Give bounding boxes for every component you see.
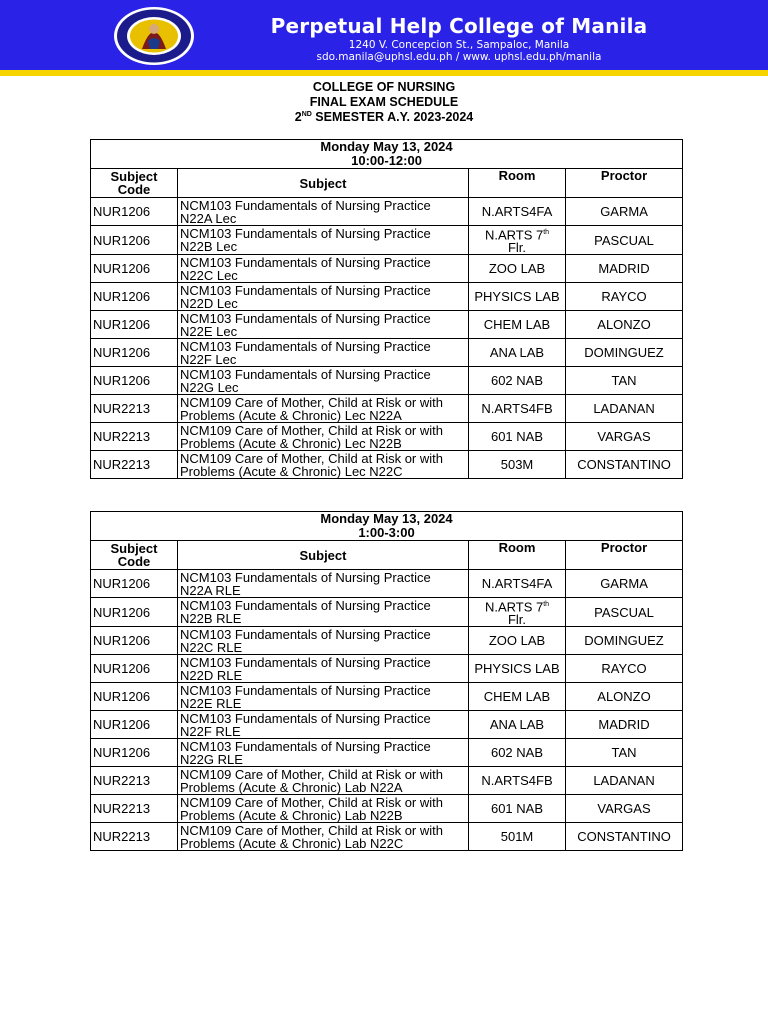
subject-cell: NCM109 Care of Mother, Child at Risk or with Problems (Acute & Chronic) Lec N22B <box>178 423 469 451</box>
room-cell <box>469 198 566 226</box>
day-header-row <box>91 512 683 541</box>
schedule-row <box>91 795 683 823</box>
subject-cell: NCM109 Care of Mother, Child at Risk or with Problems (Acute & Chronic) Lec N22A <box>178 395 469 423</box>
schedule-row <box>91 198 683 226</box>
subject-code-cell: NUR1206 <box>91 570 178 598</box>
room-cell <box>469 711 566 739</box>
room-name: PHYSICS LAB <box>474 289 560 305</box>
college-contact: sdo.manila@uphsl.edu.ph / www. uphsl.edu.ph/manila <box>316 51 602 63</box>
room-name: N.ARTS4FB <box>481 773 553 789</box>
room-name: CHEM LAB <box>483 689 551 705</box>
subject-cell: NCM103 Fundamentals of Nursing Practice N22G RLE <box>178 739 469 767</box>
college-seal-logo <box>112 5 196 67</box>
schedule-row <box>91 683 683 711</box>
room-name: CHEM LAB <box>483 317 551 333</box>
room-name: ANA LAB <box>489 345 545 361</box>
proctor-cell: CONSTANTINO <box>566 823 683 851</box>
subject-code-cell: NUR2213 <box>91 423 178 451</box>
schedule-row <box>91 423 683 451</box>
room-cell <box>469 739 566 767</box>
room-cell <box>469 367 566 395</box>
exam-day-cell <box>91 512 683 541</box>
column-header-row <box>91 541 683 570</box>
room-cell <box>469 655 566 683</box>
room-name: 601 NAB <box>490 801 544 817</box>
college-address: 1240 V. Concepcion St., Sampaloc, Manila <box>348 39 570 51</box>
schedule-row <box>91 711 683 739</box>
subject-cell: NCM103 Fundamentals of Nursing Practice N22B RLE <box>178 598 469 627</box>
schedule-row <box>91 739 683 767</box>
proctor-cell: LADANAN <box>566 767 683 795</box>
schedule-row <box>91 226 683 255</box>
proctor-cell: VARGAS <box>566 423 683 451</box>
column-header-subject: Subject <box>178 541 469 570</box>
room-cell <box>469 283 566 311</box>
room-cell <box>469 255 566 283</box>
room-name: PHYSICS LAB <box>474 661 560 677</box>
room-name: N.ARTS 7 <box>484 227 544 243</box>
room-name: N.ARTS4FA <box>481 576 553 591</box>
room-cell <box>469 451 566 479</box>
room-cell <box>469 395 566 423</box>
column-header-subject: Subject <box>178 169 469 198</box>
proctor-cell: VARGAS <box>566 795 683 823</box>
room-name: N.ARTS 7 <box>484 599 544 615</box>
subject-code-cell: NUR1206 <box>91 339 178 367</box>
subject-cell: NCM109 Care of Mother, Child at Risk or with Problems (Acute & Chronic) Lec N22C <box>178 451 469 479</box>
exam-time: 1:00-3:00 <box>358 525 415 540</box>
proctor-cell: DOMINGUEZ <box>566 627 683 655</box>
proctor-cell: PASCUAL <box>566 226 683 255</box>
schedule-row <box>91 598 683 627</box>
schedule-row <box>91 395 683 423</box>
room-name: 602 NAB <box>490 745 544 761</box>
room-cell <box>469 423 566 451</box>
subject-code-cell: NUR1206 <box>91 711 178 739</box>
proctor-cell: TAN <box>566 367 683 395</box>
subject-cell: NCM103 Fundamentals of Nursing Practice N22A Lec <box>178 198 469 226</box>
proctor-cell: MADRID <box>566 255 683 283</box>
proctor-cell: RAYCO <box>566 655 683 683</box>
schedule-row <box>91 823 683 851</box>
room-cell <box>469 598 566 627</box>
subject-code-cell: NUR1206 <box>91 598 178 627</box>
room-cell <box>469 311 566 339</box>
room-floor: Flr. <box>507 612 527 628</box>
column-header-row <box>91 169 683 198</box>
column-header-code: Subject Code <box>91 541 178 570</box>
room-cell <box>469 767 566 795</box>
schedule-row <box>91 655 683 683</box>
subject-code-cell: NUR1206 <box>91 226 178 255</box>
proctor-cell: RAYCO <box>566 283 683 311</box>
subject-cell: NCM109 Care of Mother, Child at Risk or with Problems (Acute & Chronic) Lab N22B <box>178 795 469 823</box>
room-name: N.ARTS4FB <box>481 401 553 417</box>
subject-cell: NCM103 Fundamentals of Nursing Practice N22D Lec <box>178 283 469 311</box>
room-name: 503M <box>500 457 534 473</box>
schedule-row <box>91 255 683 283</box>
room-name: 601 NAB <box>490 429 544 445</box>
column-header-proctor: Proctor <box>566 541 683 570</box>
header-accent-strip <box>0 70 768 76</box>
title-schedule: FINAL EXAM SCHEDULE <box>309 95 459 109</box>
room-floor: Flr. <box>507 240 527 256</box>
proctor-cell: GARMA <box>566 570 683 598</box>
subject-cell: NCM103 Fundamentals of Nursing Practice N22B Lec <box>178 226 469 255</box>
semester-suffix: ND <box>301 110 312 118</box>
subject-code-cell: NUR1206 <box>91 739 178 767</box>
title-college: COLLEGE OF NURSING <box>312 80 456 94</box>
day-header-row <box>91 140 683 169</box>
exam-date: Monday May 13, 2024 <box>320 511 453 526</box>
subject-code-cell: NUR1206 <box>91 198 178 226</box>
subject-cell: NCM103 Fundamentals of Nursing Practice N22E Lec <box>178 311 469 339</box>
proctor-cell: GARMA <box>566 198 683 226</box>
proctor-cell: MADRID <box>566 711 683 739</box>
room-cell <box>469 339 566 367</box>
column-header-code: Subject Code <box>91 169 178 198</box>
room-name: ZOO LAB <box>488 261 546 277</box>
room-cell <box>469 570 566 598</box>
schedule-row <box>91 627 683 655</box>
room-floor-suffix: th <box>543 601 550 608</box>
subject-code-cell: NUR2213 <box>91 823 178 851</box>
proctor-cell: CONSTANTINO <box>566 451 683 479</box>
schedule-row <box>91 367 683 395</box>
room-name: ZOO LAB <box>488 633 546 649</box>
subject-code-cell: NUR1206 <box>91 283 178 311</box>
exam-day-cell <box>91 140 683 169</box>
room-name: 602 NAB <box>490 373 544 389</box>
exam-schedule-table-morning <box>90 139 683 479</box>
room-floor-suffix: th <box>543 229 550 236</box>
room-cell <box>469 795 566 823</box>
subject-code-cell: NUR1206 <box>91 311 178 339</box>
exam-time: 10:00-12:00 <box>351 153 422 168</box>
proctor-cell: LADANAN <box>566 395 683 423</box>
subject-code-cell: NUR1206 <box>91 255 178 283</box>
schedule-row <box>91 283 683 311</box>
schedule-row <box>91 339 683 367</box>
proctor-cell: PASCUAL <box>566 598 683 627</box>
subject-code-cell: NUR1206 <box>91 655 178 683</box>
column-header-room: Room <box>469 169 566 198</box>
subject-cell: NCM103 Fundamentals of Nursing Practice N22C Lec <box>178 255 469 283</box>
room-name: N.ARTS4FA <box>481 204 553 219</box>
subject-code-cell: NUR1206 <box>91 627 178 655</box>
subject-cell: NCM103 Fundamentals of Nursing Practice N22D RLE <box>178 655 469 683</box>
subject-cell: NCM109 Care of Mother, Child at Risk or with Problems (Acute & Chronic) Lab N22A <box>178 767 469 795</box>
exam-date: Monday May 13, 2024 <box>320 139 453 154</box>
column-header-room: Room <box>469 541 566 570</box>
exam-schedule-table-afternoon <box>90 511 683 851</box>
subject-code-cell: NUR1206 <box>91 367 178 395</box>
subject-code-cell: NUR1206 <box>91 683 178 711</box>
room-cell <box>469 627 566 655</box>
room-name: 501M <box>500 829 534 845</box>
subject-code-cell: NUR2213 <box>91 395 178 423</box>
proctor-cell: ALONZO <box>566 683 683 711</box>
schedule-row <box>91 451 683 479</box>
subject-code-cell: NUR2213 <box>91 795 178 823</box>
schedule-row <box>91 311 683 339</box>
proctor-cell: DOMINGUEZ <box>566 339 683 367</box>
proctor-cell: TAN <box>566 739 683 767</box>
semester-number: 2 <box>294 110 302 124</box>
college-name: Perpetual Help College of Manila <box>270 14 648 38</box>
subject-cell: NCM103 Fundamentals of Nursing Practice N22F Lec <box>178 339 469 367</box>
room-name: ANA LAB <box>489 717 545 733</box>
title-semester <box>0 110 768 124</box>
schedule-row <box>91 767 683 795</box>
schedule-row <box>91 570 683 598</box>
subject-code-cell: NUR2213 <box>91 767 178 795</box>
subject-cell: NCM103 Fundamentals of Nursing Practice N22G Lec <box>178 367 469 395</box>
subject-cell: NCM103 Fundamentals of Nursing Practice N22A RLE <box>178 570 469 598</box>
column-header-proctor: Proctor <box>566 169 683 198</box>
room-cell <box>469 683 566 711</box>
subject-cell: NCM103 Fundamentals of Nursing Practice N22F RLE <box>178 711 469 739</box>
subject-code-cell: NUR2213 <box>91 451 178 479</box>
subject-cell: NCM109 Care of Mother, Child at Risk or with Problems (Acute & Chronic) Lab N22C <box>178 823 469 851</box>
semester-text: SEMESTER A.Y. 2023-2024 <box>311 110 474 124</box>
proctor-cell: ALONZO <box>566 311 683 339</box>
room-cell <box>469 226 566 255</box>
subject-cell: NCM103 Fundamentals of Nursing Practice N22C RLE <box>178 627 469 655</box>
room-cell <box>469 823 566 851</box>
subject-cell: NCM103 Fundamentals of Nursing Practice N22E RLE <box>178 683 469 711</box>
